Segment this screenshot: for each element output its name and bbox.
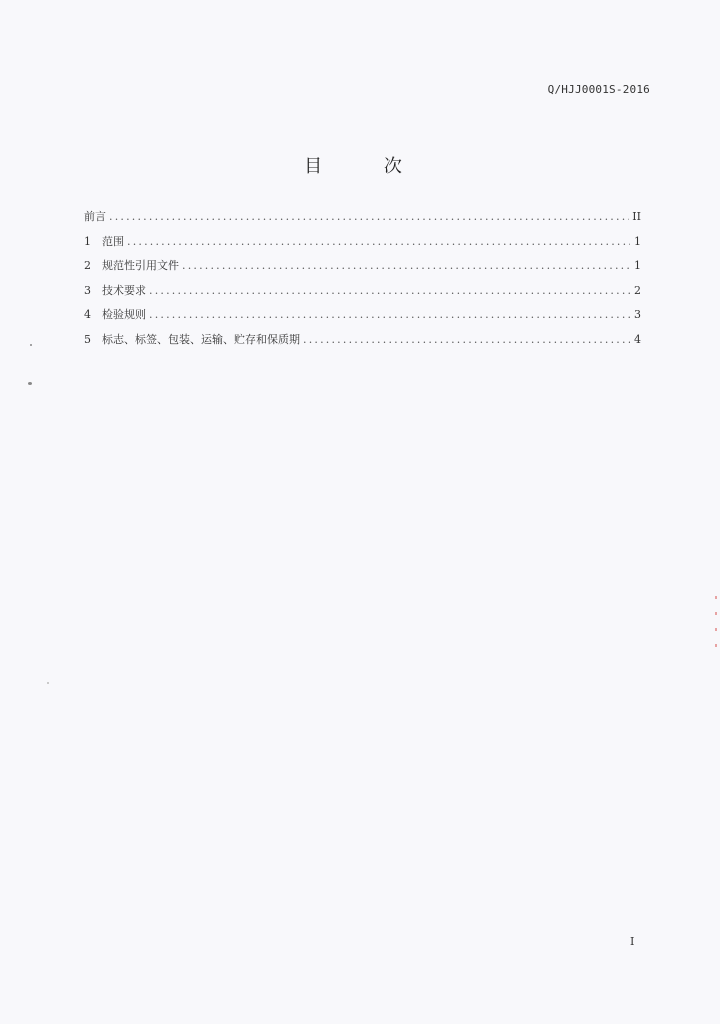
toc-entry-label: 范围 [102,234,124,248]
scan-edge-mark [715,628,717,631]
toc-entry-scope[interactable] [84,233,641,258]
toc-entry-technical-requirements[interactable] [84,282,641,307]
toc-title: 目 次 [304,156,430,177]
toc-entry-page: 4 [634,332,641,346]
toc-leader-dots [149,308,630,321]
toc-entry-marking-packaging-storage[interactable] [84,331,641,356]
toc-entry-number: 1 [84,234,91,248]
table-of-contents [84,208,641,355]
toc-entry-page: 2 [634,283,641,297]
toc-entry-number: 3 [84,283,91,297]
toc-entry-label: 检验规则 [102,308,146,321]
toc-leader-dots [127,235,630,248]
page-number: I [630,935,635,948]
scan-edge-marks [715,596,718,666]
toc-entry-label: 前言 [84,210,106,223]
toc-entry-page: II [632,210,641,223]
toc-entry-preface[interactable] [84,208,641,233]
scan-edge-mark [715,644,717,647]
toc-entry-number: 4 [84,308,91,321]
scan-edge-mark [715,596,717,599]
scan-speck [47,682,49,684]
toc-entry-normative-references[interactable] [84,257,641,282]
scan-speck [28,382,32,385]
document-code: Q/HJJ0001S-2016 [547,83,650,96]
toc-entry-page: 3 [634,308,641,321]
toc-leader-dots [109,210,629,223]
toc-leader-dots [303,333,630,346]
toc-entry-label: 规范性引用文件 [102,259,179,272]
scan-edge-mark [715,612,717,615]
toc-entry-inspection-rules[interactable] [84,306,641,331]
toc-leader-dots [149,284,630,297]
toc-entry-page: 1 [634,259,641,272]
toc-entry-label: 技术要求 [102,283,146,297]
toc-entry-page: 1 [634,234,641,248]
toc-entry-number: 5 [84,332,91,346]
scan-speck [30,344,32,346]
toc-entry-number: 2 [84,259,91,272]
toc-leader-dots [182,259,630,272]
toc-entry-label: 标志、标签、包装、运输、贮存和保质期 [102,332,300,346]
